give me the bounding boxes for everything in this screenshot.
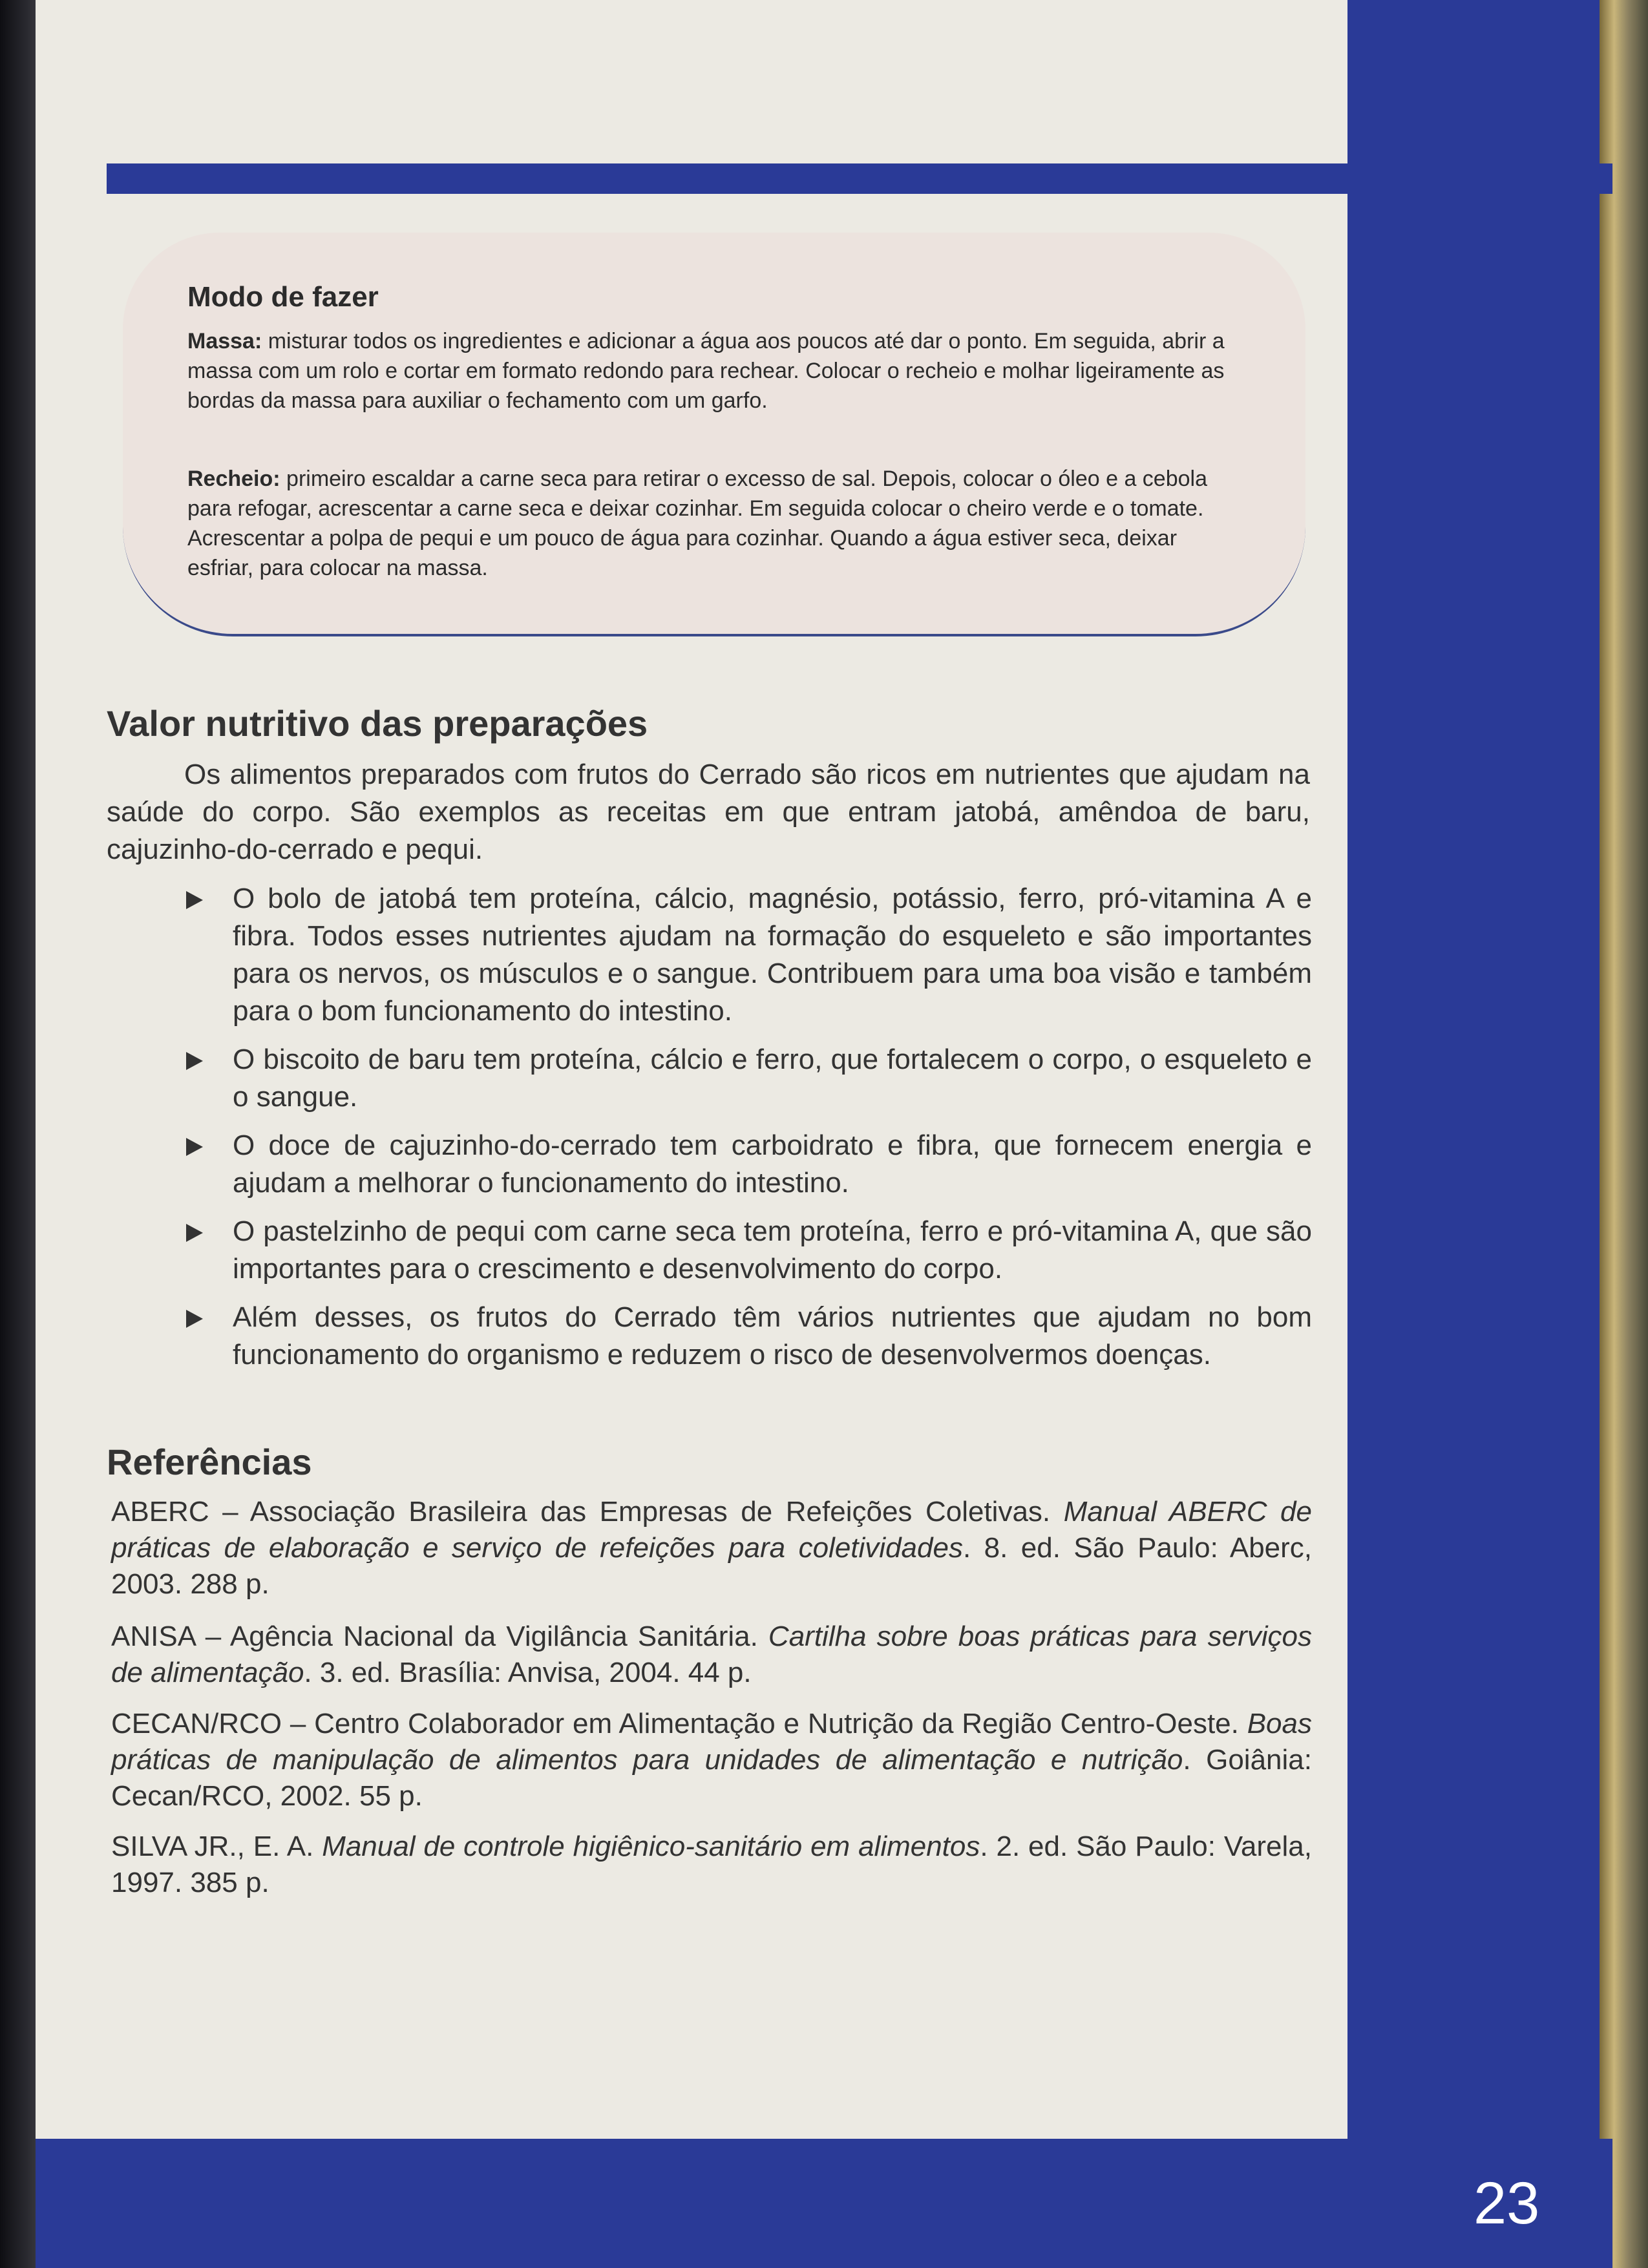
- page-number: 23: [1474, 2170, 1540, 2236]
- list-item: Além desses, os frutos do Cerrado têm vários nutrientes que ajudam no bom funcionamento do organismo e reduzem o risco de desenvolvermos doenças.: [181, 1299, 1312, 1374]
- reference-entry: SILVA JR., E. A. Manual de controle higiênico-sanitário em alimentos. 2. ed. São Paulo: Varela, 1997. 385 p.: [111, 1831, 1312, 1898]
- triangle-bullet-icon: [186, 1052, 203, 1070]
- massa-text: misturar todos os ingredientes e adicionar a água aos poucos até dar o ponto. Em seguida, abrir a massa com um rolo e cortar em formato redondo para rechear. Colocar o recheio e molhar ligeiramente as bordas da massa para auxiliar o fechamento com um garfo.: [187, 329, 1225, 413]
- top-blue-bar: [107, 163, 1612, 194]
- book-spine-edge: [0, 0, 39, 2268]
- recipe-heading: Modo de fazer: [187, 281, 379, 313]
- triangle-bullet-icon: [186, 1310, 203, 1328]
- recipe-recheio: [187, 464, 1234, 583]
- right-blue-band: [1347, 0, 1612, 2268]
- recheio-text: primeiro escaldar a carne seca para retirar o excesso de sal. Depois, colocar o óleo e a cebola para refogar, acrescentar a carne seca e deixar cozinhar. Em seguida colocar o cheiro verde e o tomate. Acrescentar a polpa de pequi e um pouco de água para cozinhar. Quando a água estiver seca, deixar esfriar, para colocar na massa.: [187, 467, 1208, 580]
- triangle-bullet-icon: [186, 1138, 203, 1156]
- list-item: O biscoito de baru tem proteína, cálcio e ferro, que fortalecem o corpo, o esqueleto e o sangue.: [181, 1041, 1312, 1116]
- triangle-bullet-icon: [186, 891, 203, 909]
- recheio-label: Recheio:: [187, 467, 280, 491]
- nutrition-list: [181, 880, 1312, 1385]
- list-item: O bolo de jatobá tem proteína, cálcio, magnésio, potássio, ferro, pró-vitamina A e fibra. Todos esses nutrientes ajudam na formação do esqueleto e são importantes para os nervos, os músculos e o sangue. Contribuem para uma boa visão e também para o bom funcionamento do intestino.: [181, 880, 1312, 1030]
- list-item: O doce de cajuzinho-do-cerrado tem carboidrato e fibra, que fornecem energia e ajudam a melhorar o funcionamento do intestino.: [181, 1127, 1312, 1202]
- bottom-blue-bar: [36, 2139, 1612, 2268]
- recipe-massa: [187, 326, 1234, 415]
- reference-entry: ANISA – Agência Nacional da Vigilância Sanitária. Cartilha sobre boas práticas para serviços de alimentação. 3. ed. Brasília: Anvisa, 2004. 44 p.: [111, 1621, 1312, 1688]
- massa-label: Massa:: [187, 329, 262, 353]
- nutrition-heading: Valor nutritivo das preparações: [107, 703, 648, 744]
- nutrition-intro: Os alimentos preparados com frutos do Cerrado são ricos em nutrientes que ajudam na saúde do corpo. São exemplos as receitas em que entram jatobá, amêndoa de baru, cajuzinho-do-cerrado e pequi.: [107, 759, 1310, 865]
- list-item: O pastelzinho de pequi com carne seca tem proteína, ferro e pró-vitamina A, que são importantes para o crescimento e desenvolvimento do corpo.: [181, 1213, 1312, 1288]
- reference-entry: CECAN/RCO – Centro Colaborador em Alimentação e Nutrição da Região Centro-Oeste. Boas práticas de manipulação de alimentos para unidades de alimentação e nutrição. Goiânia: Cecan/RCO, 2002. 55 p.: [111, 1708, 1312, 1812]
- reference-entry: ABERC – Associação Brasileira das Empresas de Refeições Coletivas. Manual ABERC de práticas de elaboração e serviço de refeições para coletividades. 8. ed. São Paulo: Aberc, 2003. 288 p.: [111, 1496, 1313, 1600]
- triangle-bullet-icon: [186, 1224, 203, 1242]
- references-heading: Referências: [107, 1442, 312, 1482]
- right-photo-strip: [1600, 0, 1648, 2268]
